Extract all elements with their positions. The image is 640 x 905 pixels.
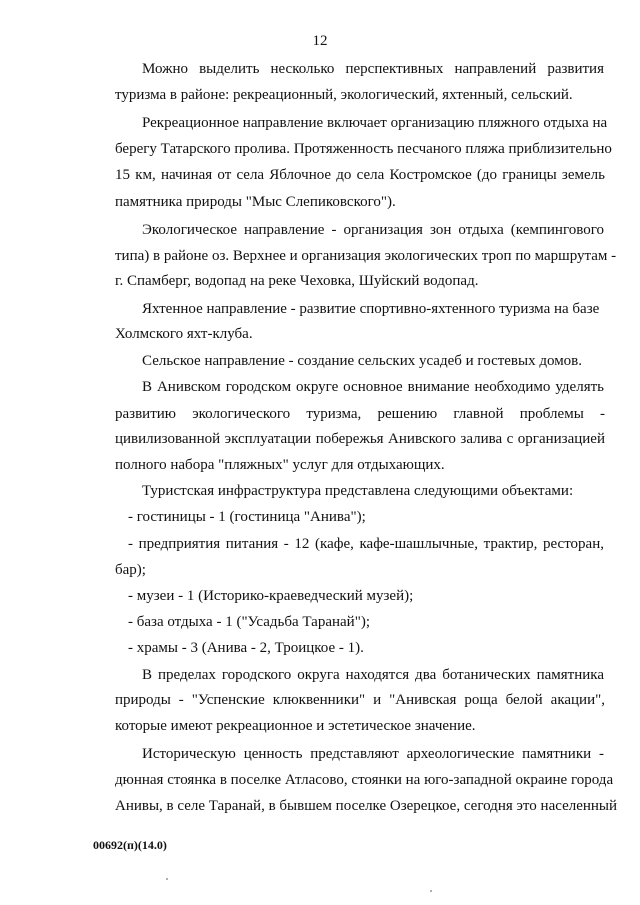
text-line: туризма в районе: рекреационный, экологический, яхтенный, сельский. — [115, 87, 573, 103]
text-line: берегу Татарского пролива. Протяженность песчаного пляжа приблизительно — [115, 141, 612, 157]
list-item: бар); — [115, 562, 146, 578]
text-line: дюнная стоянка в поселке Атласово, стоянки на юго-западной окраине города — [115, 772, 614, 788]
text-line: цивилизованной эксплуатации побережья Анивского залива с организацией — [115, 431, 605, 447]
scan-speck — [166, 878, 168, 880]
page-number: 12 — [312, 33, 328, 49]
text-line: Экологическое направление - организация зон отдыха (кемпингового — [142, 222, 604, 238]
text-line: Историческую ценность представляют археологические памятники - — [142, 746, 604, 762]
text-line: которые имеют рекреационное и эстетическое значение. — [115, 718, 476, 734]
list-item: - предприятия питания - 12 (кафе, кафе-шашлычные, трактир, ресторан, — [128, 536, 604, 552]
list-item: - гостиницы - 1 (гостиница "Анива"); — [128, 509, 366, 525]
list-item: - храмы - 3 (Анива - 2, Троицкое - 1). — [128, 640, 364, 656]
text-line: Анивы, в селе Таранай, в бывшем поселке Озерецкое, сегодня это населенный — [115, 798, 618, 814]
text-line: В пределах городского округа находятся два ботанических памятника — [142, 667, 604, 683]
text-line: типа) в районе оз. Верхнее и организация экологических троп по маршрутам - — [115, 248, 617, 264]
scan-speck — [430, 890, 432, 892]
text-line: Рекреационное направление включает организацию пляжного отдыха на — [142, 115, 608, 131]
text-line: полного набора "пляжных" услуг для отдыхающих. — [115, 457, 445, 473]
text-line: Можно выделить несколько перспективных направлений развития — [142, 61, 604, 77]
text-line: г. Спамберг, водопад на реке Чеховка, Шуйский водопад. — [115, 273, 479, 289]
text-line: развитию экологического туризма, решению главной проблемы - — [115, 406, 605, 422]
list-item: - база отдыха - 1 ("Усадьба Таранай"); — [128, 614, 370, 630]
text-line: 15 км, начиная от села Яблочное до села Костромское (до границы земель — [115, 167, 605, 183]
text-line: памятника природы "Мыс Слепиковского"). — [115, 194, 396, 210]
list-item: - музеи - 1 (Историко-краеведческий музей); — [128, 588, 414, 604]
text-line: В Анивском городском округе основное внимание необходимо уделять — [142, 379, 604, 395]
text-line: природы - "Успенские клюквенники" и "Анивская роща белой акации", — [115, 692, 605, 708]
text-line: Яхтенное направление - развитие спортивно-яхтенного туризма на базе — [142, 301, 600, 317]
text-line: Холмского яхт-клуба. — [115, 326, 253, 342]
document-code: 00692(п)(14.0) — [93, 838, 167, 852]
text-line: Туристская инфраструктура представлена следующими объектами: — [142, 483, 574, 499]
text-line: Сельское направление - создание сельских усадеб и гостевых домов. — [142, 353, 583, 369]
